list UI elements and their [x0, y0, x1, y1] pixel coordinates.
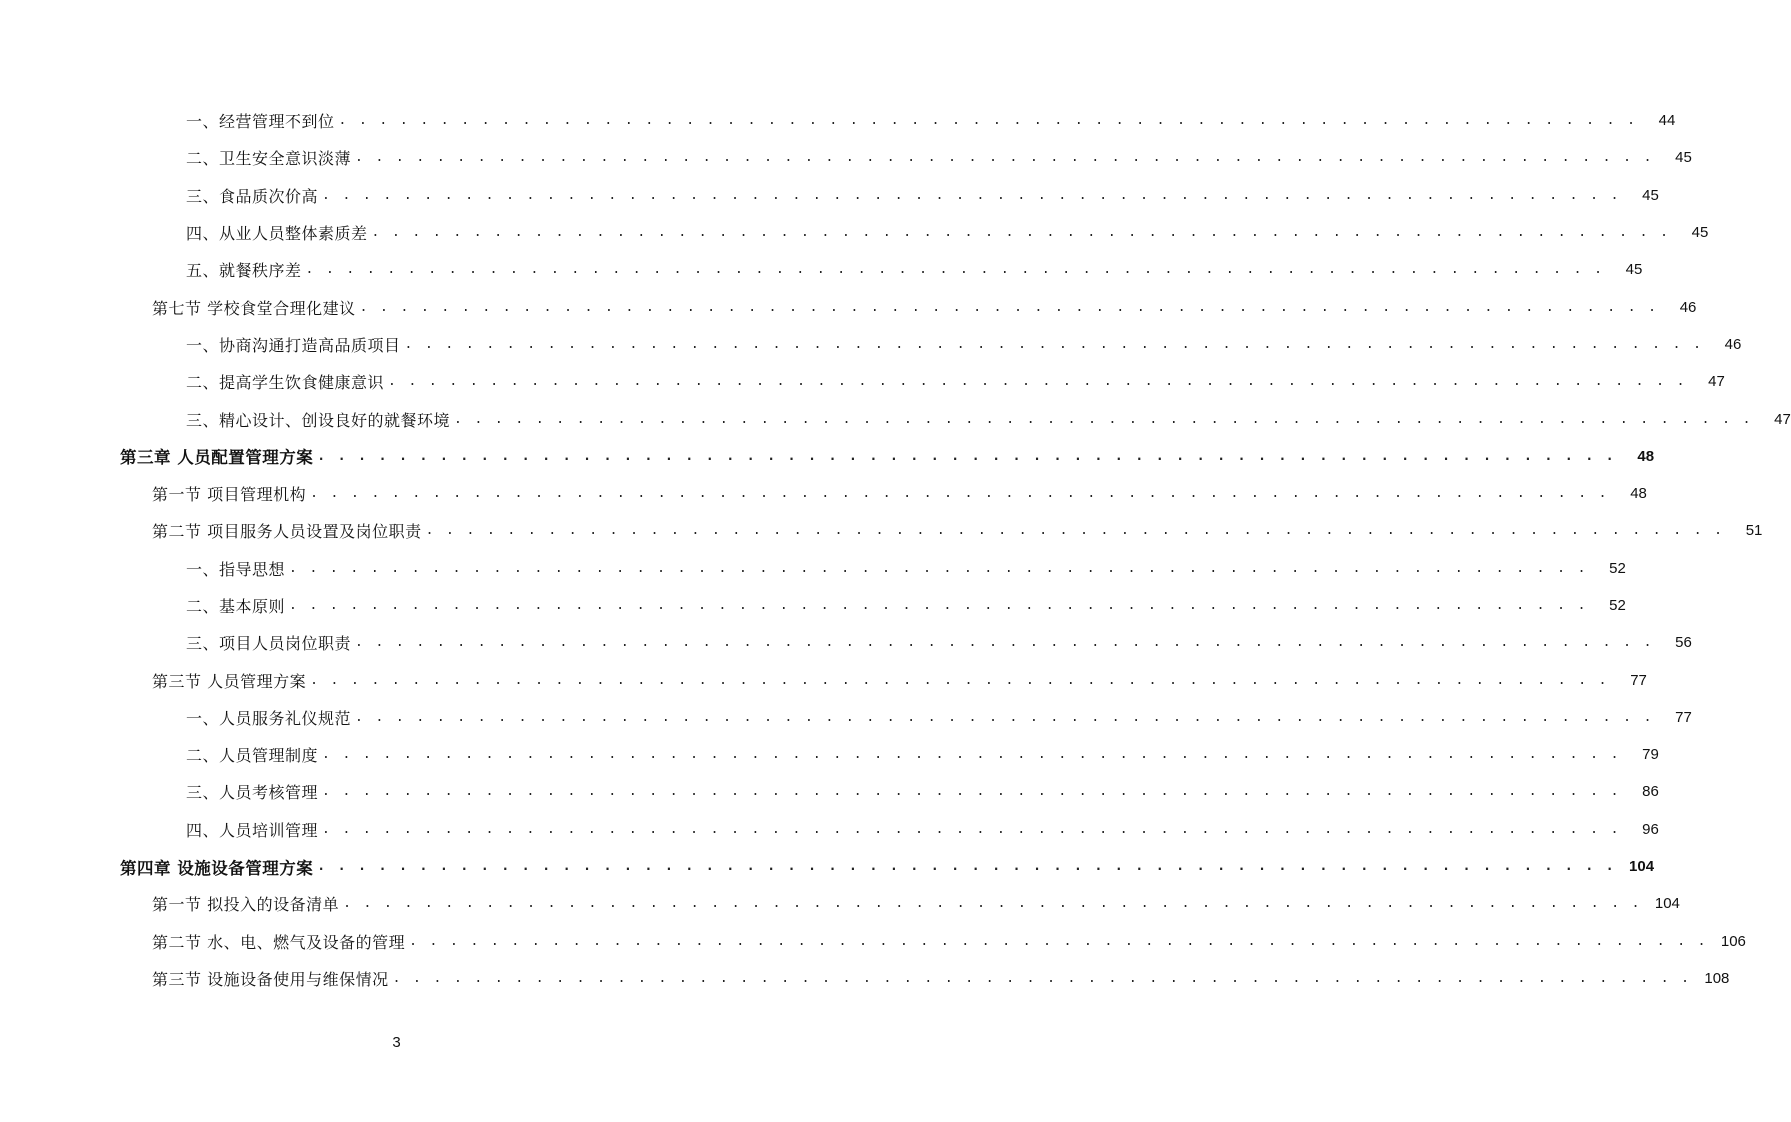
- toc-dot-leader: . . . . . . . . . . . . . . . . . . . . . . . . . . . . . . . . . . . . . . . . . . . . . . . . . . . . . . . . . . . . . . . .: [289, 560, 1588, 576]
- toc-dot-leader: . . . . . . . . . . . . . . . . . . . . . . . . . . . . . . . . . . . . . . . . . . . . . . . . . . . . . . . . . . . . . . . .: [343, 896, 1642, 912]
- toc-dot-leader: . . . . . . . . . . . . . . . . . . . . . . . . . . . . . . . . . . . . . . . . . . . . . . . . . . . . . . . . . . . . . . . .: [454, 411, 1753, 427]
- toc-subsection-entry[interactable]: [0, 624, 1692, 661]
- toc-entry-title: 五、就餐秩序差: [186, 261, 302, 281]
- toc-entry-title: 第四章 设施设备管理方案: [120, 858, 314, 878]
- toc-section-entry[interactable]: [0, 661, 1647, 698]
- toc-entry-title: 第三节 设施设备使用与维保情况: [152, 969, 389, 989]
- toc-entry-title: 一、人员服务礼仪规范: [186, 708, 352, 728]
- toc-section-entry[interactable]: [0, 512, 1763, 549]
- toc-entry-title: 第二节 项目服务人员设置及岗位职责: [152, 522, 422, 542]
- toc-subsection-entry[interactable]: [0, 550, 1626, 587]
- toc-entry-page: 77: [1630, 671, 1647, 689]
- page-number: 3: [392, 1034, 401, 1051]
- toc-section-entry[interactable]: [0, 960, 1730, 997]
- toc-entry-page: 56: [1675, 634, 1692, 652]
- toc-entry-title: 二、基本原则: [186, 597, 286, 616]
- toc-entry-page: 79: [1642, 746, 1659, 764]
- toc-dot-leader: . . . . . . . . . . . . . . . . . . . . . . . . . . . . . . . . . . . . . . . . . . . . . . . . . . . . . . . . . . . . . . . .: [310, 486, 1609, 502]
- toc-dot-leader: . . . . . . . . . . . . . . . . . . . . . . . . . . . . . . . . . . . . . . . . . . . . . . . . . . . . . . . . . . . . . . . .: [322, 747, 1621, 763]
- toc-dot-leader: . . . . . . . . . . . . . . . . . . . . . . . . . . . . . . . . . . . . . . . . . . . . . . . . . . . . . . . . . . . . . . . .: [388, 374, 1687, 390]
- toc-section-entry[interactable]: [0, 288, 1697, 325]
- toc-entry-title: 三、精心设计、创设良好的就餐环境: [186, 410, 451, 430]
- toc-entry-page: 104: [1654, 895, 1680, 913]
- toc-dot-leader: . . . . . . . . . . . . . . . . . . . . . . . . . . . . . . . . . . . . . . . . . . . . . . . . . . . . . . . . . . . . . . . .: [359, 299, 1659, 315]
- toc-entry-title: 二、人员管理制度: [186, 746, 319, 766]
- toc-dot-leader: . . . . . . . . . . . . . . . . . . . . . . . . . . . . . . . . . . . . . . . . . . . . . . . . . . . . . . . . . . . . . . . .: [310, 672, 1609, 688]
- toc-dot-leader: . . . . . . . . . . . . . . . . . . . . . . . . . . . . . . . . . . . . . . . . . . . . . . . . . . . . . . . . . . . . . . . .: [338, 113, 1638, 129]
- toc-entry-title: 四、人员培训管理: [186, 820, 319, 840]
- toc-entry-page: 45: [1642, 186, 1659, 204]
- toc-dot-leader: . . . . . . . . . . . . . . . . . . . . . . . . . . . . . . . . . . . . . . . . . . . . . . . . . . . . . . . . . . . . . . . .: [305, 262, 1605, 278]
- toc-entry-title: 第七节 学校食堂合理化建议: [152, 298, 356, 318]
- toc-entry-page: 47: [1708, 373, 1725, 391]
- toc-dot-leader: . . . . . . . . . . . . . . . . . . . . . . . . . . . . . . . . . . . . . . . . . . . . . . . . . . . . . . . . . . . . . . . .: [355, 150, 1654, 166]
- toc-entry-title: 第三章 人员配置管理方案: [120, 448, 314, 468]
- toc-subsection-entry[interactable]: [0, 811, 1659, 848]
- toc-subsection-entry[interactable]: [0, 139, 1692, 176]
- toc-subsection-entry[interactable]: [0, 587, 1626, 624]
- toc-entry-page: 96: [1642, 820, 1659, 838]
- toc-dot-leader: . . . . . . . . . . . . . . . . . . . . . . . . . . . . . . . . . . . . . . . . . . . . . . . . . . . . . . . . . . . . . . . .: [322, 784, 1621, 800]
- toc-entry-title: 第一节 拟投入的设备清单: [152, 895, 340, 915]
- toc-entry-title: 第一节 项目管理机构: [152, 485, 307, 505]
- toc-entry-page: 44: [1658, 112, 1676, 130]
- toc-dot-leader: . . . . . . . . . . . . . . . . . . . . . . . . . . . . . . . . . . . . . . . . . . . . . . . . . . . . . . . . . . . . . . . .: [409, 933, 1708, 949]
- toc-entry-page: 45: [1691, 224, 1709, 242]
- toc-entry-title: 三、项目人员岗位职责: [186, 634, 352, 654]
- toc-entry-title: 一、协商沟通打造高品质项目: [186, 335, 401, 355]
- toc-entry-page: 46: [1679, 298, 1697, 316]
- toc-entry-title: 三、食品质次价高: [186, 186, 319, 206]
- toc-chapter-entry[interactable]: [0, 848, 1655, 885]
- toc-entry-page: 46: [1724, 335, 1742, 353]
- toc-dot-leader: . . . . . . . . . . . . . . . . . . . . . . . . . . . . . . . . . . . . . . . . . . . . . . . . . . . . . . . . . . . . . . . .: [404, 336, 1704, 352]
- toc-entry-page: 47: [1774, 410, 1791, 428]
- toc-dot-leader: . . . . . . . . . . . . . . . . . . . . . . . . . . . . . . . . . . . . . . . . . . . . . . . . . . . . . . . . . . . . . . . .: [392, 970, 1692, 986]
- toc-section-entry[interactable]: [0, 885, 1680, 922]
- toc-dot-leader: . . . . . . . . . . . . . . . . . . . . . . . . . . . . . . . . . . . . . . . . . . . . . . . . . . . . . . . . . . . . . . . .: [355, 709, 1654, 725]
- toc-entry-page: 48: [1637, 447, 1655, 465]
- toc-entry-title: 二、提高学生饮食健康意识: [186, 373, 385, 393]
- toc-entry-title: 一、经营管理不到位: [186, 112, 335, 132]
- toc-subsection-entry[interactable]: [0, 773, 1659, 810]
- toc-section-entry[interactable]: [0, 475, 1647, 512]
- toc-entry-page: 77: [1675, 708, 1692, 726]
- toc-subsection-entry[interactable]: [0, 736, 1659, 773]
- toc-subsection-entry[interactable]: [0, 363, 1725, 400]
- toc-subsection-entry[interactable]: [0, 326, 1742, 363]
- toc-subsection-entry[interactable]: [0, 400, 1791, 437]
- toc-entry-page: 86: [1642, 783, 1659, 801]
- toc-dot-leader: . . . . . . . . . . . . . . . . . . . . . . . . . . . . . . . . . . . . . . . . . . . . . . . . . . . . . . . . . . . . . . . .: [322, 187, 1621, 203]
- toc-dot-leader: . . . . . . . . . . . . . . . . . . . . . . . . . . . . . . . . . . . . . . . . . . . . . . . . . . . . . . . . . . . . . . . .: [317, 448, 1617, 464]
- toc-entry-page: 52: [1609, 559, 1626, 577]
- toc-entry-page: 48: [1630, 485, 1647, 503]
- toc-subsection-entry[interactable]: [0, 251, 1643, 288]
- toc-dot-leader: . . . . . . . . . . . . . . . . . . . . . . . . . . . . . . . . . . . . . . . . . . . . . . . . . . . . . . . . . . . . . . . .: [371, 225, 1671, 241]
- toc-entry-title: 三、人员考核管理: [186, 783, 319, 803]
- toc-entry-page: 45: [1675, 149, 1692, 167]
- toc-entry-title: 第二节 水、电、燃气及设备的管理: [152, 932, 406, 952]
- toc-dot-leader: . . . . . . . . . . . . . . . . . . . . . . . . . . . . . . . . . . . . . . . . . . . . . . . . . . . . . . . . . . . . . . . .: [317, 859, 1617, 875]
- toc-entry-page: 106: [1720, 932, 1746, 950]
- toc-dot-leader: . . . . . . . . . . . . . . . . . . . . . . . . . . . . . . . . . . . . . . . . . . . . . . . . . . . . . . . . . . . . . . . .: [322, 821, 1621, 837]
- toc-entry-page: 45: [1625, 261, 1643, 279]
- toc-entry-title: 第三节 人员管理方案: [152, 671, 307, 691]
- toc-subsection-entry[interactable]: [0, 102, 1676, 139]
- toc-section-entry[interactable]: [0, 923, 1746, 960]
- toc-dot-leader: . . . . . . . . . . . . . . . . . . . . . . . . . . . . . . . . . . . . . . . . . . . . . . . . . . . . . . . . . . . . . . . .: [289, 598, 1588, 613]
- toc-entry-page: 51: [1745, 522, 1763, 540]
- toc-subsection-entry[interactable]: [0, 177, 1659, 214]
- table-of-contents: [0, 102, 1791, 997]
- toc-subsection-entry[interactable]: [0, 214, 1709, 251]
- toc-entry-title: 二、卫生安全意识淡薄: [186, 149, 352, 169]
- toc-entry-title: 一、指导思想: [186, 559, 286, 579]
- toc-entry-page: 104: [1629, 858, 1655, 876]
- toc-entry-page: 52: [1609, 597, 1626, 614]
- toc-subsection-entry[interactable]: [0, 699, 1692, 736]
- toc-entry-title: 四、从业人员整体素质差: [186, 224, 368, 244]
- toc-dot-leader: . . . . . . . . . . . . . . . . . . . . . . . . . . . . . . . . . . . . . . . . . . . . . . . . . . . . . . . . . . . . . . . .: [425, 523, 1725, 539]
- toc-chapter-entry[interactable]: [0, 438, 1655, 475]
- toc-dot-leader: . . . . . . . . . . . . . . . . . . . . . . . . . . . . . . . . . . . . . . . . . . . . . . . . . . . . . . . . . . . . . . . .: [355, 635, 1654, 651]
- toc-entry-page: 108: [1704, 969, 1730, 987]
